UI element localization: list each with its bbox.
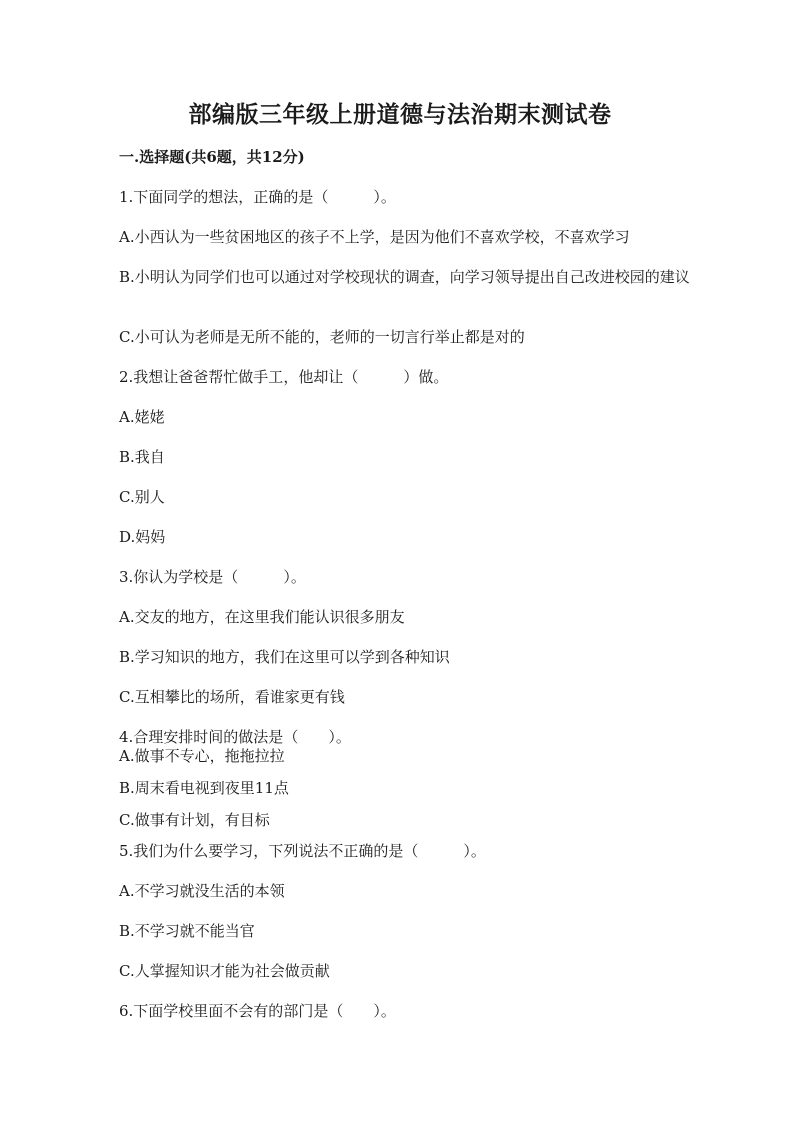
question-stem: 6.下面学校里面不会有的部门是（ ）。 <box>119 1002 396 1020</box>
question-stem: 3.你认为学校是（ ）。 <box>119 568 306 586</box>
option-item: B.学习知识的地方，我们在这里可以学到各种知识 <box>119 648 450 666</box>
option-item: A.不学习就没生活的本领 <box>119 882 285 900</box>
option-item: B.我自 <box>119 448 165 466</box>
option-item: A.姥姥 <box>119 408 165 426</box>
option-item: D.妈妈 <box>119 528 166 546</box>
option-item: C.别人 <box>119 488 165 506</box>
option-item: A.小西认为一些贫困地区的孩子不上学，是因为他们不喜欢学校，不喜欢学习 <box>119 228 630 246</box>
question-stem: 4.合理安排时间的做法是（ ）。 <box>119 728 351 746</box>
option-item: B.不学习就不能当官 <box>119 922 255 940</box>
section-heading: 一.选择题(共6题，共12分) <box>119 148 305 166</box>
page-title: 部编版三年级上册道德与法治期末测试卷 <box>188 101 612 128</box>
option-item: C.互相攀比的场所，看谁家更有钱 <box>119 688 345 706</box>
question-stem: 1.下面同学的想法，正确的是（ ）。 <box>119 188 396 206</box>
option-item: C.人掌握知识才能为社会做贡献 <box>119 962 330 980</box>
option-item: A.交友的地方，在这里我们能认识很多朋友 <box>119 608 405 626</box>
option-item: B.小明认为同学们也可以通过对学校现状的调查，向学习领导提出自己改进校园的建议 <box>119 268 690 286</box>
option-item: A.做事不专心，拖拖拉拉 <box>119 747 285 765</box>
question-stem: 5.我们为什么要学习，下列说法不正确的是（ ）。 <box>119 842 486 860</box>
option-item: B.周末看电视到夜里11点 <box>119 779 289 797</box>
option-item: C.做事有计划，有目标 <box>119 811 270 829</box>
option-item: C.小可认为老师是无所不能的，老师的一切言行举止都是对的 <box>119 328 525 346</box>
question-stem: 2.我想让爸爸帮忙做手工，他却让（ ）做。 <box>119 368 449 386</box>
